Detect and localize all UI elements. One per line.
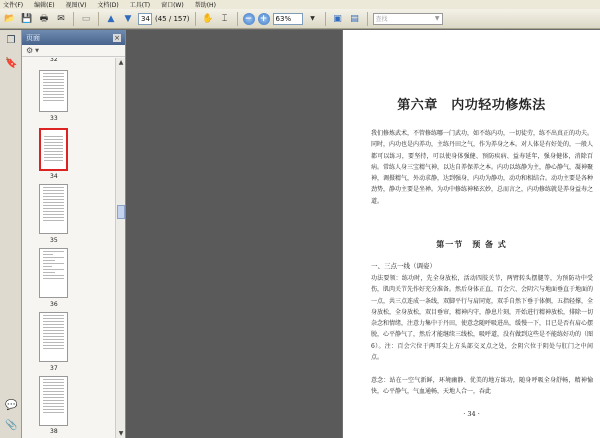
toolbar	[0, 9, 600, 29]
menu-window[interactable]: 窗口(W)	[161, 2, 184, 9]
thumbnail-list	[22, 58, 114, 438]
find-input[interactable]	[373, 13, 443, 25]
thumbnail-page-36[interactable]	[39, 248, 68, 298]
navigation-pane-strip	[0, 30, 22, 438]
thumbnail-page-37[interactable]	[39, 312, 68, 362]
menu-file[interactable]: 文件(F)	[3, 2, 24, 9]
pages-panel-icon[interactable]: ❐	[6, 35, 16, 46]
select-tool-icon[interactable]: ⌶	[221, 13, 228, 24]
toolbar-separator	[73, 12, 74, 26]
toolbar-separator	[195, 12, 196, 26]
find-dropdown-chevron-icon[interactable]: ▼	[434, 15, 440, 22]
menu-help[interactable]: 帮助(H)	[194, 2, 216, 9]
thumbnail-page-35[interactable]	[39, 184, 68, 234]
thumbnail-label: 35	[50, 237, 58, 244]
pages-panel-header	[22, 30, 125, 45]
page-number: · 34 ·	[463, 410, 480, 418]
document-page	[343, 30, 600, 438]
section-title: 第一节 预 备 式	[436, 239, 507, 249]
chapter-title: 第六章 内功轻功修炼法	[397, 98, 546, 113]
thumbnail-label: 37	[50, 365, 58, 372]
attachments-panel-icon[interactable]: 📎	[5, 420, 18, 431]
open-folder-icon[interactable]: 📂	[4, 13, 16, 24]
thumbnail-label: 36	[50, 301, 58, 308]
previous-page-area	[126, 30, 342, 438]
bookmarks-panel-icon[interactable]: 🔖	[5, 58, 18, 69]
close-panel-icon[interactable]: ×	[114, 33, 120, 42]
body-paragraph-1: 功法要领：练功时，先全身放松，活动四肢关节，两臂转头摆腿等，为预防功中受伤，肌肉关节先作好充分准备。然后身体正直，百会穴、会阴穴与地面垂直于地面的一点，共三点连成一条线，双脚平行与肩同宽，双手自然下垂于体侧，五指轻撑，全身放松，全身放松，双目垂帘，精神内守，静息片刻，开始进行精神放松，排除一切杂念和情绪，注意力集中于丹田，使意念随呼吸进出，缓慢一下，目已是否有肩心摆脱，心平静气了，然后才能继续三线松，吸呼道，没有做到这些是不能练好功的（图6）。注：百会穴位于两耳尖上方头部交叉点之处，会阴穴位于阴处与肛门之中间点。	[371, 275, 594, 362]
menu-document[interactable]: 文档(D)	[97, 2, 119, 9]
options-icon[interactable]: ⚙	[26, 46, 34, 55]
email-icon[interactable]: ✉	[57, 13, 65, 24]
zoom-level-input[interactable]: 63%	[273, 13, 303, 25]
zoom-out-icon[interactable]: −	[243, 13, 255, 25]
thumbnail-label: 38	[50, 428, 58, 435]
toolbar-separator	[98, 12, 99, 26]
options-chevron-down-icon[interactable]: ▼	[35, 47, 40, 54]
print-icon[interactable]: 🖶	[39, 13, 49, 24]
menu-tools[interactable]: 工具(T)	[129, 2, 151, 9]
pages-panel	[22, 30, 126, 438]
pages-panel-toolbar	[22, 45, 125, 57]
pages-panel-title: 页面	[26, 33, 40, 42]
scrollbar-thumb[interactable]	[117, 205, 125, 219]
intro-paragraph: 我们修炼武术，不管修练哪一门武功，如不练内功，一切徒劳，练不出真正的功夫。同时，内功也是内养功，主练丹田之气，作为养身之本。对人体是有好处的，一般人都可以练习，要坚持，可以使身体强健、预防疾病、益寿延年，强身健体，消除百病。常练人身三宝精气神，以达自养保养之本。内功以练静为主，静心静气，凝神聚神，调摄精气，外动求静，达到强身，内功为静功，动功和相结合。动功主要是各种劲势，静功主要是坐禅。为功中修练神秘玄妙，总而言之，内功修练就是养身益寿之道。	[371, 130, 594, 205]
zoom-in-icon[interactable]: +	[258, 13, 270, 25]
scroll-up-icon[interactable]: ▲	[118, 59, 124, 66]
thumbnail-page-33[interactable]	[39, 70, 68, 112]
next-page-icon[interactable]: ▼	[124, 13, 132, 24]
find-placeholder: 查找	[375, 16, 388, 23]
page-number-input[interactable]: 34	[138, 13, 152, 25]
sub-heading: 一、三点一线（调姿）	[371, 262, 436, 270]
thumbnail-label: 32	[50, 58, 58, 63]
toolbar-separator	[367, 12, 368, 26]
comments-panel-icon[interactable]: 💬	[5, 400, 18, 411]
document-view[interactable]	[126, 30, 600, 438]
menu-bar	[0, 0, 600, 9]
page-total: (45 / 157)	[155, 14, 190, 23]
menu-edit[interactable]: 编辑(E)	[34, 2, 55, 9]
thumbnail-scrollbar[interactable]	[115, 58, 125, 438]
hand-tool-icon[interactable]: ✋	[201, 13, 214, 24]
save-icon[interactable]: 💾	[21, 13, 33, 24]
thumbnail-page-38[interactable]	[39, 376, 68, 426]
scroll-down-icon[interactable]: ▼	[118, 430, 124, 437]
thumbnail-label: 33	[50, 115, 58, 122]
body-paragraph-2: 意念：站在一空气新鲜，环境幽静、优美的地方练功，随身呼吸全身舒畅，精神愉快，心平静气，气血通畅，天地人合一，吞此	[371, 377, 593, 396]
thumbnail-label: 34	[50, 173, 58, 180]
zoom-dropdown-chevron-icon[interactable]: ▼	[310, 15, 315, 22]
menu-view[interactable]: 视图(V)	[65, 2, 87, 9]
toolbar-separator	[237, 12, 238, 26]
toolbar-separator	[325, 12, 326, 26]
fit-page-icon[interactable]: ▣	[333, 13, 342, 24]
fit-width-icon[interactable]: ▤	[350, 13, 359, 24]
previous-page-icon[interactable]: ▲	[107, 13, 115, 24]
comment-icon[interactable]: ▭	[81, 13, 91, 24]
thumbnail-page-34[interactable]	[39, 128, 68, 171]
